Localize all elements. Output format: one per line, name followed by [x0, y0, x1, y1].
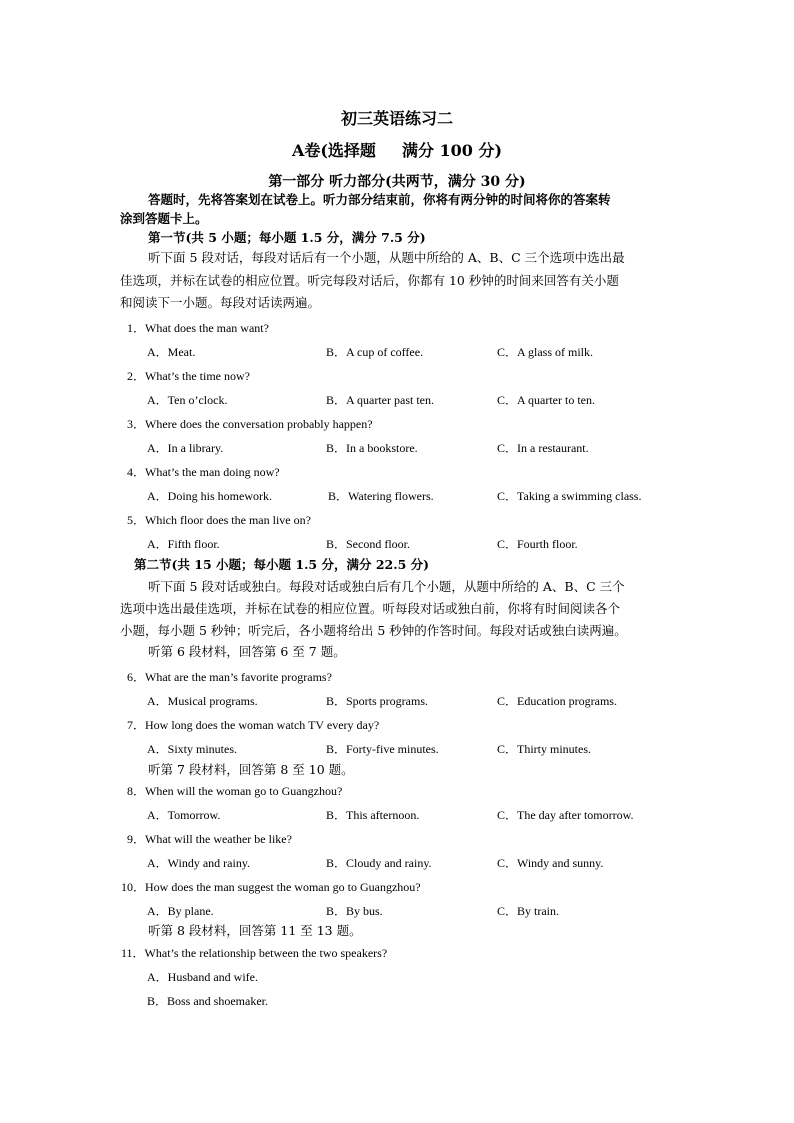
part1-title: 第一部分 听力部分(共两节，满分 30 分) [268, 174, 526, 190]
question-10: 10．How does the man suggest the woman go to Guangzhou? [121, 880, 421, 894]
section1-instr-3: 和阅读下一小题。每段对话读两遍。 [120, 295, 321, 310]
q11-option-b: B．Boss and shoemaker. [147, 994, 268, 1008]
q4-option-a: A．Doing his homework. [147, 489, 272, 503]
q2-option-a: A．Ten o’clock. [147, 393, 228, 407]
q1-option-a: A．Meat. [147, 345, 196, 359]
q6-option-b: B．Sports programs. [326, 694, 429, 708]
q7-option-a: A．Sixty minutes. [147, 742, 238, 756]
q9-option-a: A．Windy and rainy. [147, 856, 251, 870]
q1-option-b: B．A cup of coffee. [326, 345, 424, 359]
question-8: 8．When will the woman go to Guangzhou? [127, 784, 343, 798]
q10-option-b: B．By bus. [326, 904, 383, 918]
q3-option-b: B．In a bookstore. [326, 441, 418, 455]
question-9: 9．What will the weather be like? [127, 832, 292, 846]
question-1: 1．What does the man want? [127, 321, 269, 335]
q5-option-b: B．Second floor. [326, 537, 410, 551]
q8-option-c: C．The day after tomorrow. [497, 808, 634, 822]
q7-option-c: C．Thirty minutes. [497, 742, 591, 756]
q6-option-c: C．Education programs. [497, 694, 617, 708]
section1-title: 第一节(共 5 小题；每小题 1.5 分，满分 7.5 分) [148, 230, 426, 245]
q5-option-a: A．Fifth floor. [147, 537, 220, 551]
question-2: 2．What’s the time now? [127, 369, 250, 383]
intro-line-1: 答题时，先将答案划在试卷上。听力部分结束前，你将有两分钟的时间将你的答案转 [148, 192, 611, 207]
q1-option-c: C．A glass of milk. [497, 345, 594, 359]
q10-option-a: A．By plane. [147, 904, 214, 918]
section2-instr-1: 听下面 5 段对话或独白。每段对话或独白后有几个小题，从题中所给的 A、B、C 三个 [148, 579, 625, 594]
q6-option-a: A．Musical programs. [147, 694, 258, 708]
paper-subtitle-a: A卷(选择题 [291, 141, 376, 160]
q7-option-b: B．Forty-five minutes. [326, 742, 439, 756]
question-11: 11．What’s the relationship between the two speakers? [121, 946, 388, 960]
q2-option-b: B．A quarter past ten. [326, 393, 434, 407]
section1-instr-2: 佳选项，并标在试卷的相应位置。听完每段对话后，你都有 10 秒钟的时间来回答有关小题 [120, 273, 619, 288]
question-4: 4．What’s the man doing now? [127, 465, 280, 479]
material-8-note: 听第 8 段材料，回答第 11 至 13 题。 [148, 923, 362, 938]
section1-instr-1: 听下面 5 段对话，每段对话后有一个小题，从题中所给的 A、B、C 三个选项中选出最 [148, 250, 625, 265]
q9-option-b: B．Cloudy and rainy. [326, 856, 432, 870]
section2-instr-3: 小题，每小题 5 秒钟；听完后，各小题将给出 5 秒钟的作答时间。每段对话或独白读两遍。 [120, 623, 627, 638]
section2-title: 第二节(共 15 小题；每小题 1.5 分，满分 22.5 分) [134, 557, 430, 572]
material-7-note: 听第 7 段材料，回答第 8 至 10 题。 [148, 762, 354, 777]
q11-option-a: A．Husband and wife. [147, 970, 258, 984]
question-6: 6．What are the man’s favorite programs? [127, 670, 332, 684]
q3-option-c: C．In a restaurant. [497, 441, 589, 455]
q10-option-c: C．By train. [497, 904, 559, 918]
question-3: 3．Where does the conversation probably happen? [127, 417, 373, 431]
q3-option-a: A．In a library. [147, 441, 224, 455]
q8-option-b: B．This afternoon. [326, 808, 420, 822]
paper-subtitle-b: 满分 100 分) [401, 141, 503, 160]
intro-line-2: 涂到答题卡上。 [120, 211, 208, 226]
q4-option-b: B．Watering flowers. [328, 489, 434, 503]
exam-title: 初三英语练习二 [340, 109, 453, 128]
question-5: 5．Which floor does the man live on? [127, 513, 311, 527]
section2-instr-2: 选项中选出最佳选项，并标在试卷的相应位置。听每段对话或独白前，你将有时间阅读各个 [120, 601, 621, 616]
q8-option-a: A．Tomorrow. [147, 808, 221, 822]
q4-option-c: C．Taking a swimming class. [497, 489, 642, 503]
q5-option-c: C．Fourth floor. [497, 537, 578, 551]
material-6-note: 听第 6 段材料，回答第 6 至 7 题。 [148, 644, 346, 659]
q2-option-c: C．A quarter to ten. [497, 393, 595, 407]
q9-option-c: C．Windy and sunny. [497, 856, 604, 870]
paper-subtitle [0, 138, 794, 161]
question-7: 7．How long does the woman watch TV every day? [127, 718, 380, 732]
